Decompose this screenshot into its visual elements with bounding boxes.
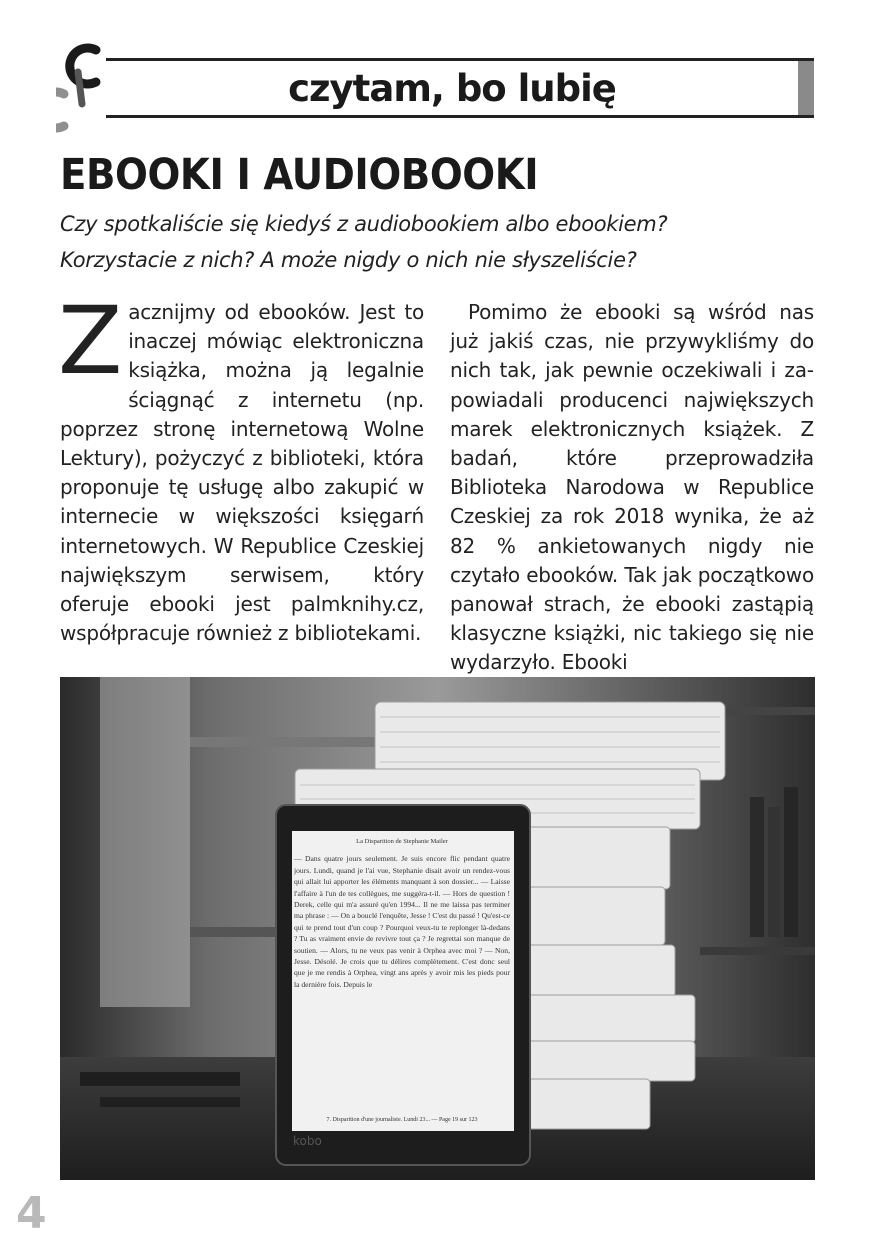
lead-line-2: Korzystacie z nich? A może nigdy o nich nie słyszeliście? xyxy=(60,248,637,272)
header-accent-bar xyxy=(798,61,814,115)
drop-cap: Z xyxy=(58,287,123,396)
ereader-footer: 7. Disparition d'une journaliste. Lundi 23... — Page 19 sur 123 xyxy=(326,1116,478,1123)
article-title: EBOOKI I AUDIOBOOKI xyxy=(60,150,539,200)
ereader-brand-logo: kobo xyxy=(293,1134,322,1148)
article-lead xyxy=(60,206,820,278)
section-title: czytam, bo lubię xyxy=(288,66,616,110)
ereader-screen-text xyxy=(294,836,510,1126)
linked-c-logo-icon xyxy=(56,42,104,134)
body-column-left xyxy=(58,287,424,648)
column-left-text: acznijmy od ebooków. Jest to inaczej mówiąc elektroniczna książka, można ją legalnie ściągnąć z internetu (np. poprzez stronę internetową Wolne Lektury), pożyczyć z biblioteki, która proponuje tę usługę albo zakupić w internecie w większości księgarń internetowych. W Republice Czeskiej największym serwisem, który oferuje ebooki jest palmknihy.cz, współpracuje również z bibliotekami. xyxy=(60,300,424,646)
page-number: 4 xyxy=(16,1188,47,1239)
section-header xyxy=(106,58,814,118)
ereader-body: — Dans quatre jours seulement. Je suis encore flic pendant quatre jours. Lundi, quand je l'ai vue, Stephanie disait avoir un rendez-vous qui allait lui apporter les éléments manquant à son dossier... — Laisse l'affaire à l'un de tes collègues, me suggéra-t-il. — Hors de question ! Derek, celle qui m'a assuré qu'en 1994... Il ne me laissa pas terminer ma phrase : — On a bouclé l'enquête, Jesse ! C'est du passé ! Qu'est-ce qui te prend tout d'un coup ? Pourquoi veux-tu te replonger là-dedans ? Tu as vraiment envie de revivre tout ça ? Je regrettai son manque de soutien. — Alors, tu ne veux pas venir à Orphea avec moi ? — Non, Jesse. Désolé. Je crois que tu délires complètement. C'est donc seul que je me rendis à Orphea, vingt ans après y avoir mis les pieds pour la dernière fois. Depuis le xyxy=(294,854,510,989)
body-column-right: Pomimo że ebooki są wśród nas już jakiś czas, nie przywykliśmy do nich tak, jak pewnie oczekiwali i zapowiadali producenci największych marek elektronicznych książek. Z badań, które przeprowadziła Biblioteka Narodowa w Republice Czeskiej za rok 2018 wynika, że aż 82 % ankietowanych nigdy nie czytało ebooków. Tak jak początkowo panował strach, że ebooki zastąpią klasyczne książki, nic takiego się nie wydarzyło. Ebooki xyxy=(450,300,814,675)
ereader-header: La Disparition de Stephanie Mailer xyxy=(356,838,448,845)
lead-line-1: Czy spotkaliście się kiedyś z audiobookiem albo ebookiem? xyxy=(60,212,668,236)
